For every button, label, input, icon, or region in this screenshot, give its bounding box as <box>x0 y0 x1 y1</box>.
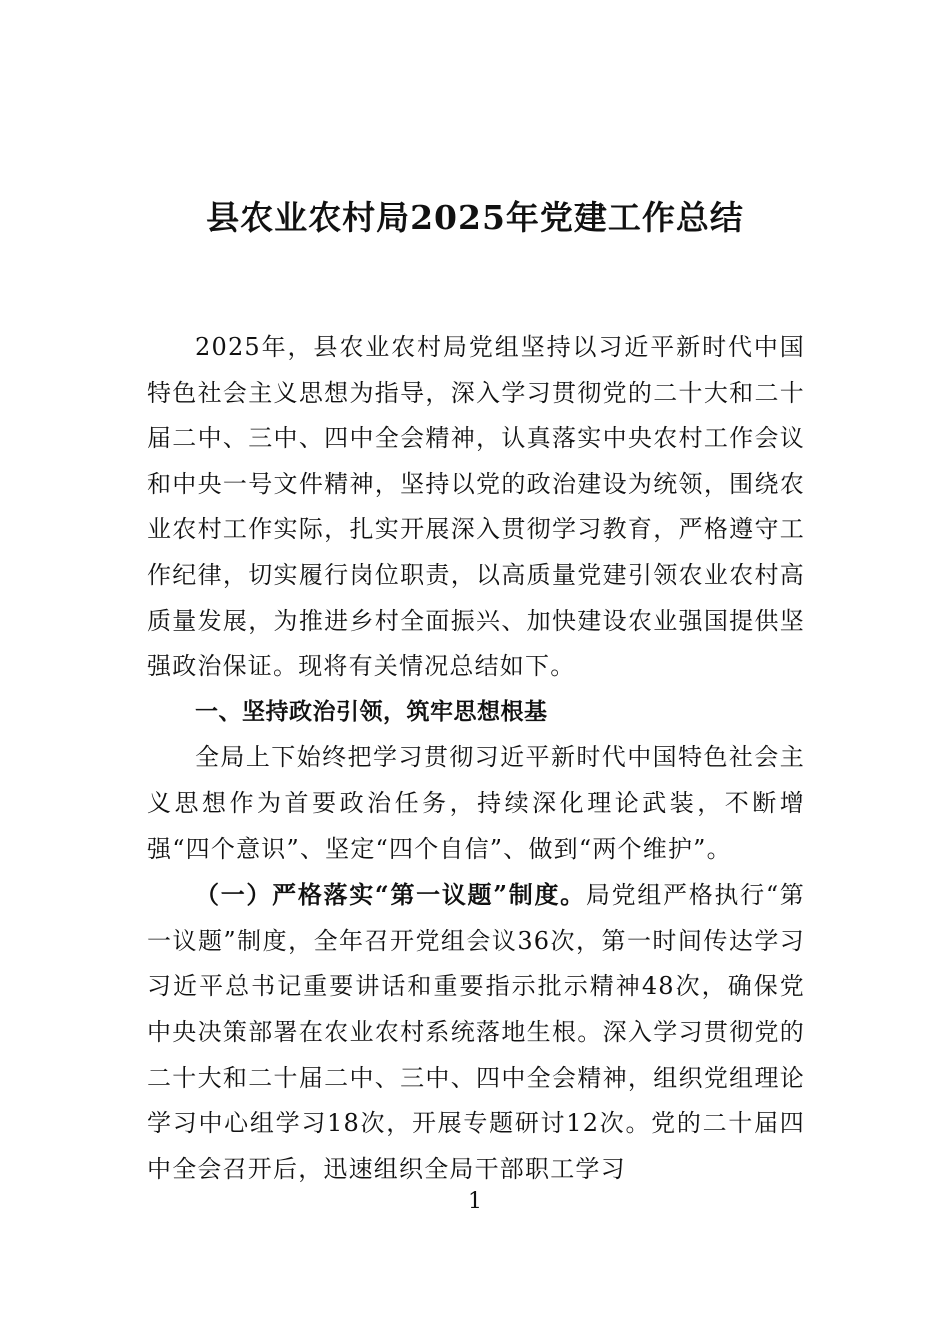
intro-paragraph: 2025年，县农业农村局党组坚持以习近平新时代中国特色社会主义思想为指导，深入学习贯彻党的二十大和二十届二中、三中、四中全会精神，认真落实中央农村工作会议和中央一号文件精神，坚持以党的政治建设为统领，围绕农业农村工作实际，扎实开展深入贯彻学习教育，严格遵守工作纪律，切实履行岗位职责，以高质量党建引领农业农村高质量发展，为推进乡村全面振兴、加快建设农业强国提供坚强政治保证。现将有关情况总结如下。 <box>147 333 805 681</box>
section-1-heading: 一、坚持政治引领，筑牢思想根基 <box>195 698 548 725</box>
page-number: 1 <box>468 1189 482 1214</box>
document-title: 县农业农村局2025年党建工作总结 <box>206 198 744 237</box>
subsection-1-paragraph <box>147 872 805 1192</box>
subsection-1-text: 局党组严格执行“第一议题”制度，全年召开党组会议36次，第一时间传达学习习近平总书记重要讲话和重要指示批示精神48次，确保党中央决策部署在农业农村系统落地生根。深入学习贯彻党的二十大和二十届二中、三中、四中全会精神，组织党组理论学习中心组学习18次，开展专题研讨12次。党的二十届四中全会召开后，迅速组织全局干部职工学习 <box>147 881 805 1183</box>
document-body <box>147 325 805 1192</box>
section-1-intro-paragraph: 全局上下始终把学习贯彻习近平新时代中国特色社会主义思想作为首要政治任务，持续深化理论武装，不断增强“四个意识”、坚定“四个自信”、做到“两个维护”。 <box>147 743 805 863</box>
subsection-1-lead: （一）严格落实“第一议题”制度。 <box>195 880 586 910</box>
